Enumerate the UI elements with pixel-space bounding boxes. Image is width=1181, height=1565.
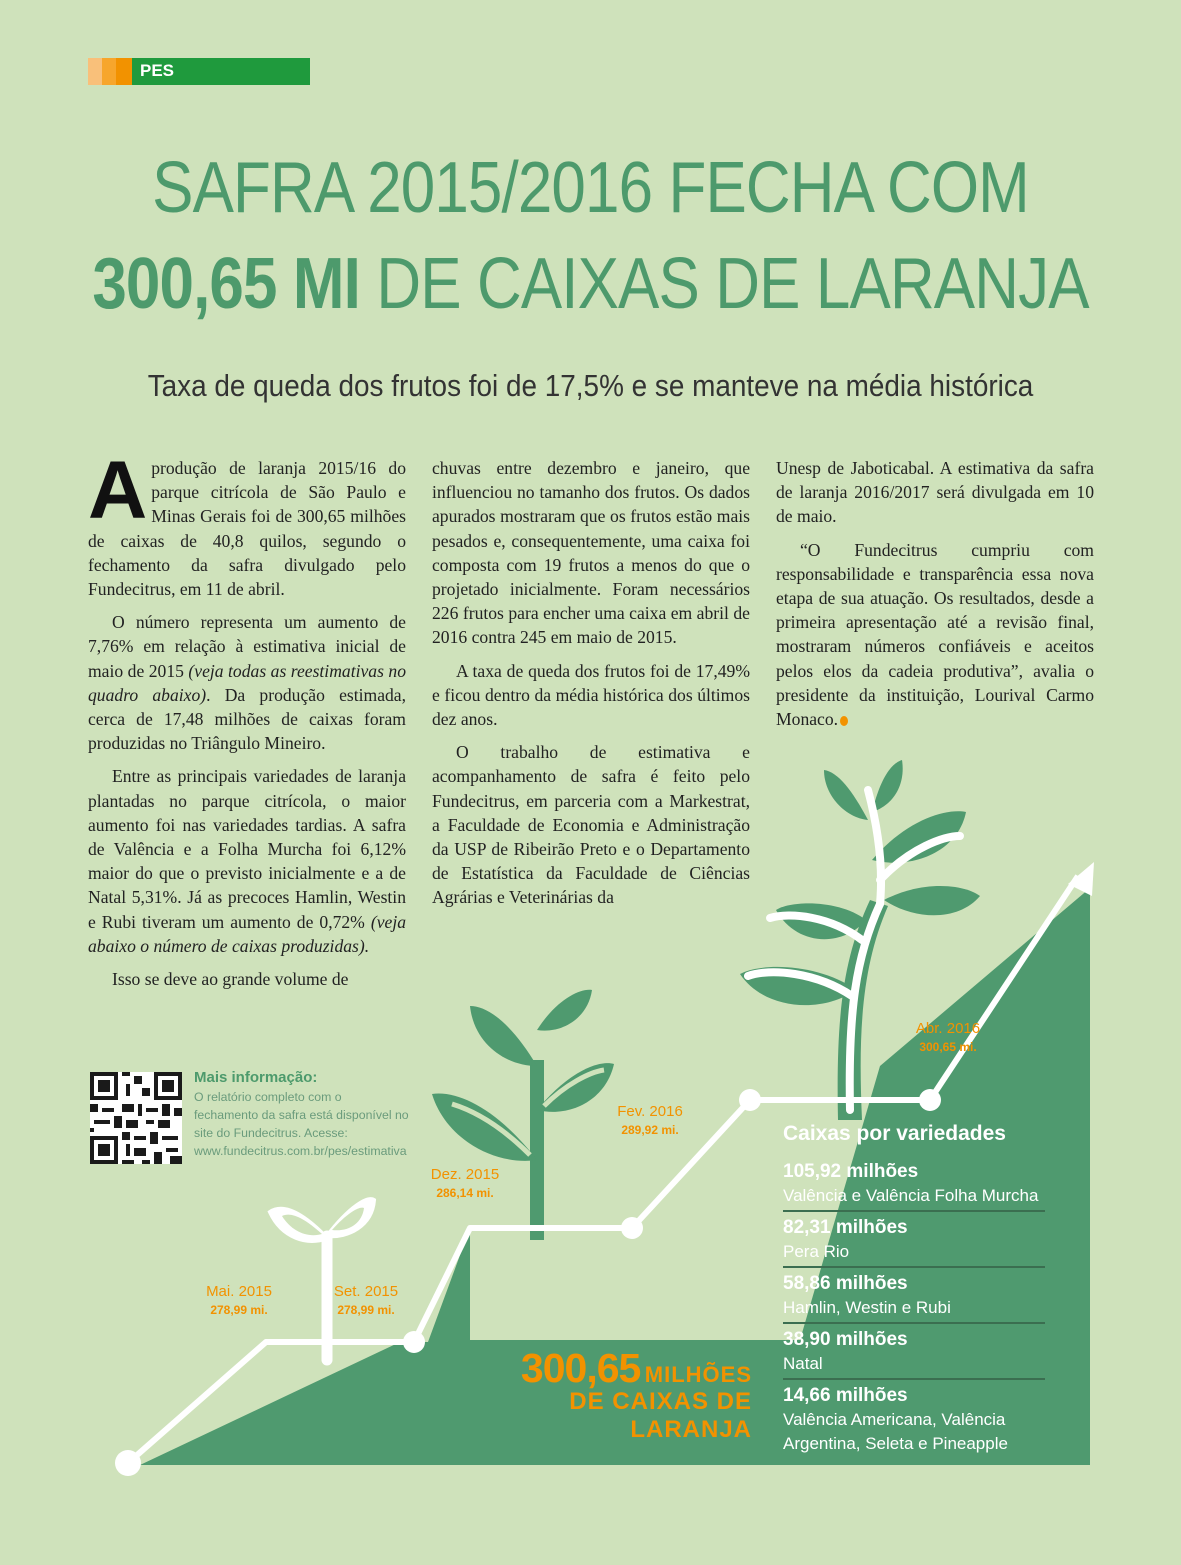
article-paragraph: A taxa de queda dos frutos foi de 17,49% e ficou dentro da média histórica dos últimos dez anos. [432,660,750,730]
title-rest: DE CAIXAS DE LARANJA [359,244,1089,324]
list-item [783,1384,1045,1458]
list-item [783,1216,1045,1268]
list-item [783,1160,1045,1212]
sprout-medium-icon [432,990,614,1240]
sprout-small-icon [270,1199,374,1360]
drop-cap: A [88,445,148,536]
chart-x-tick: Abr. 2016 [915,1020,981,1037]
article-paragraph: Aprodução de laranja 2015/16 do parque citrícola de São Paulo e Minas Gerais foi de 300,65 milhões de caixas de 40,8 quilos, segundo o fechamento da safra divulgado pelo Fundecitrus, em 11 de abril. [88,445,406,600]
varieties-title: Caixas por variedades [783,1122,1006,1145]
list-item [783,1328,1045,1380]
title-highlight: 300,65 MI [92,244,360,324]
article-paragraph: O número representa um aumento de 7,76% em relação à estimativa inicial de maio de 2015 (veja todas as reestimativas no quadro abaixo). Da produção estimada, cerca de 17,48 milhões de caixas foram produzidas no Triângulo Mineiro. [88,612,407,754]
total-description: DE CAIXAS DE LARANJA [569,1388,752,1443]
variety-name: Pera Rio [783,1242,850,1261]
article-paragraph: chuvas entre dezembro e janeiro, que influenciou no tamanho dos frutos. Os dados apurados mostraram que os frutos estão mais pesados e, consequentemente, uma caixa foi composta com 19 frutos a menos do que o projetado inicialmente. Foram necessários 226 frutos para encher uma caixa em abril de 2016 contra 245 em maio de 2015. [432,458,750,648]
chart-point [115,1450,141,1476]
chart-x-label [200,1283,278,1319]
chart-point [621,1217,643,1239]
variety-name: Valência e Valência Folha Murcha [783,1186,1039,1205]
chart-point [739,1089,761,1111]
article-paragraph: “O Fundecitrus cumpriu com responsabilidade e transparência essa nova etapa de sua atuação. Os resultados, desde a primeira apresentação até a revisão final, mostraram números confiáveis e aceitos pelos elos da cadeia produtiva”, avalia o presidente da instituição, Lourival Carmo Monaco. [776,539,1094,730]
chart-data-label: 300,65 mi. [919,1040,977,1054]
article-paragraph: O trabalho de estimativa e acompanhamento de safra é feito pelo Fundecitrus, em parceria com a Markestrat, a Faculdade de Economia e Administração da USP de Ribeirão Preto e o Departamento de Estatística da Faculdade de Ciências Agrárias e Veterinárias da [432,742,750,908]
chart-data-label: 278,99 mi. [210,1303,268,1317]
total-number: 300,65 [520,1345,641,1391]
total-unit: MILHÕES [644,1362,752,1387]
variety-name: Valência Americana, Valência Argentina, Seleta e Pineapple [783,1410,1008,1453]
article-paragraph: Isso se deve ao grande volume de [112,969,349,990]
chart-point [919,1089,941,1111]
variety-amount: 82,31 milhões [783,1217,908,1238]
variety-amount: 14,66 milhões [783,1385,908,1406]
total-callout [442,1345,752,1444]
more-info-text: O relatório completo com o fechamento da safra está disponível no site do Fundecitrus. Acesse: www.fundecitrus.com.br/pes/estimativa [194,1090,409,1158]
chart-x-tick: Fev. 2016 [617,1103,683,1120]
article-paragraph: Entre as principais variedades de laranja plantadas no parque citrícola, o maior aumento foi nas variedades tardias. A safra de Valência e a Folha Murcha foi 6,12% maior do que o previsto inicialmente e a de Natal 5,31%. Já as precoces Hamlin, Westin e Rubi tiveram um aumento de 0,72% (veja abaixo o número de caixas produzidas). [88,766,406,956]
more-info-title: Mais informação: [194,1069,318,1086]
chart-x-label [610,1103,690,1139]
variety-amount: 38,90 milhões [783,1329,908,1350]
variety-amount: 105,92 milhões [783,1161,919,1182]
chart-x-tick: Mai. 2015 [206,1283,272,1300]
varieties-box [783,1122,1045,1462]
chart-data-label: 286,14 mi. [436,1186,494,1200]
list-item [783,1272,1045,1324]
chart-x-tick: Set. 2015 [333,1283,399,1300]
page-title-line1: SAFRA 2015/2016 FECHA COM [152,148,1029,228]
variety-name: Natal [783,1354,823,1373]
chart-data-label: 278,99 mi. [337,1303,395,1317]
article-paragraph: Unesp de Jaboticabal. A estimativa da safra de laranja 2016/2017 será divulgada em 10 de maio. [776,458,1094,527]
chart-x-tick: Dez. 2015 [430,1166,500,1183]
variety-name: Hamlin, Westin e Rubi [783,1298,951,1317]
chart-x-label [425,1166,505,1202]
chart-x-label [327,1283,405,1319]
section-tag-label: PES [140,61,175,80]
chart-point [403,1331,425,1353]
chart-data-label: 289,92 mi. [621,1123,679,1137]
chart-x-label [908,1020,988,1056]
qr-code-icon[interactable] [90,1072,182,1164]
chart-arrow-head [1068,862,1094,896]
page-subtitle: Taxa de queda dos frutos foi de 17,5% e se manteve na média histórica [147,368,1034,403]
variety-amount: 58,86 milhões [783,1273,908,1294]
